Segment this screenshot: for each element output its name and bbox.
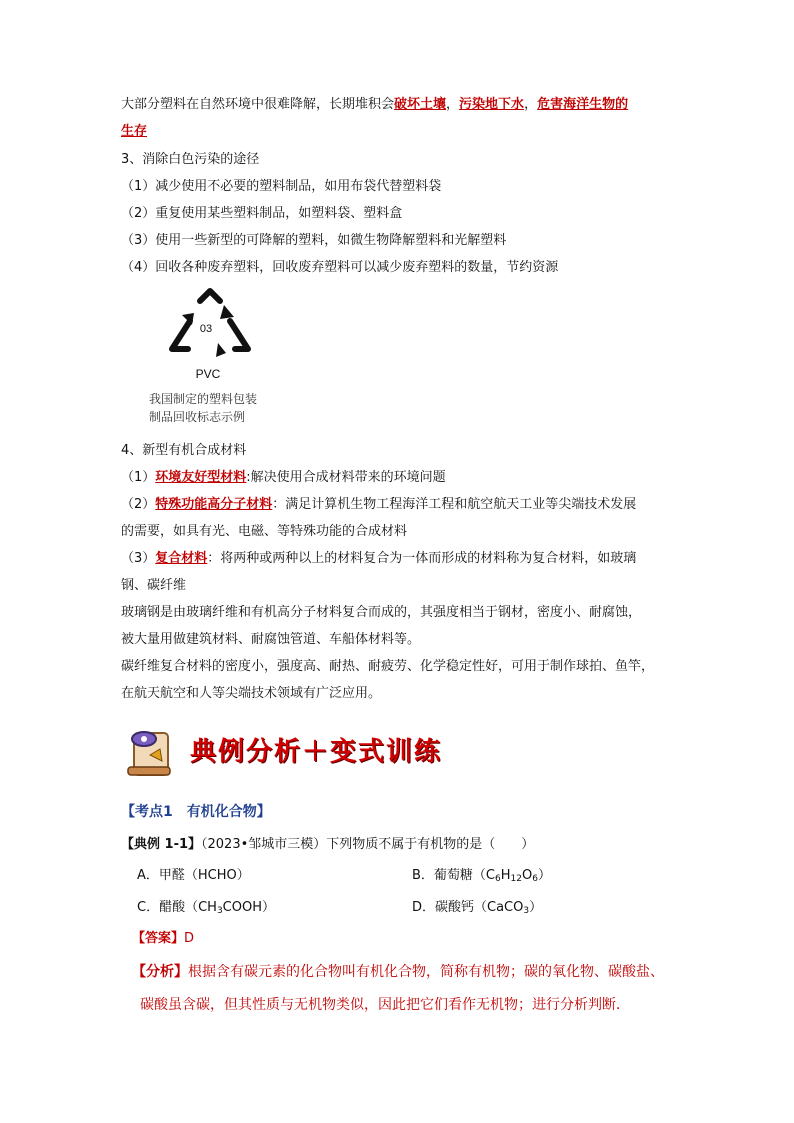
section4-item-3 — [121, 550, 636, 568]
keyword-functional-polymer: 特殊功能高分子材料 — [155, 497, 273, 512]
subscript: 6 — [532, 874, 538, 884]
example-question-text: （2023•邹城市三模）下列物质不属于有机物的是（ ） — [201, 837, 535, 852]
recycle-symbol-icon — [160, 283, 260, 383]
analysis-label: 【分析】 — [132, 964, 188, 980]
subscript: 12 — [510, 874, 522, 884]
example-label: 【典例 1-1】 — [121, 837, 202, 852]
recycle-code: PVC — [195, 367, 221, 381]
subscript: 3 — [523, 906, 530, 916]
logo-caption — [149, 390, 257, 426]
answer-value: D — [184, 931, 195, 946]
logo-caption-line-1: 我国制定的塑料包装 — [149, 392, 258, 406]
section3-item-3: （3）使用一些新型的可降解的塑料，如微生物降解塑料和光解塑料 — [121, 233, 507, 248]
paragraph-carbon-fiber-2: 在航天航空和人等尖端技术领域有广泛应用。 — [121, 686, 382, 701]
answer-line — [132, 930, 194, 948]
section4-title: 4、新型有机合成材料 — [121, 443, 247, 458]
intro-text: 大部分塑料在自然环境中很难降解，长期堆积会 — [121, 97, 395, 112]
paragraph-glass-steel-1: 玻璃钢是由玻璃纤维和有机高分子材料复合而成的，其强度相当于钢材，密度小、耐腐蚀， — [121, 605, 642, 620]
separator: ， — [524, 97, 538, 112]
option-c-text: COOH） — [222, 900, 275, 915]
option-d-text: D．碳酸钙（CaCO — [412, 900, 524, 915]
option-b-text: B．葡萄糖（C — [412, 868, 495, 883]
option-b-text: O — [521, 868, 533, 883]
item-prefix: （1） — [121, 470, 156, 485]
analysis-text-1: 根据含有碳元素的化合物叫有机化合物，简称有机物；碳的氧化物、碳酸盐、 — [188, 964, 664, 980]
analysis-line-2: 碳酸虽含碳，但其性质与无机物类似，因此把它们看作无机物；进行分析判断． — [140, 997, 630, 1013]
answer-label: 【答案】 — [132, 931, 185, 946]
section3-item-4: （4）回收各种废弃塑料，回收废弃塑料可以减少废弃塑料的数量，节约资源 — [121, 260, 559, 275]
item-text: ：满足计算机生物工程海洋工程和航空航天工业等尖端技术发展 — [272, 497, 637, 512]
keyword-eco-material: 环境友好型材料 — [155, 470, 247, 485]
section3-item-1: （1）减少使用不必要的塑料制品，如用布袋代替塑料袋 — [121, 179, 442, 194]
kaodian-heading: 【考点1 有机化合物】 — [121, 804, 271, 820]
item-prefix: （2） — [121, 497, 156, 512]
option-d — [412, 899, 542, 917]
option-b-text: H — [500, 868, 511, 883]
item-text: ：将两种或两种以上的材料复合为一体而形成的材料称为复合材料，如玻璃 — [207, 551, 637, 566]
intro-line-2 — [121, 123, 147, 141]
section4-item-2-cont: 的需要，如具有光、电磁、等特殊功能的合成材料 — [121, 524, 408, 539]
subscript: 6 — [495, 874, 501, 884]
option-c — [137, 899, 275, 917]
option-b-text: ） — [537, 868, 551, 883]
keyword-groundwater: 污染地下水 — [459, 97, 525, 112]
item-text: :解决使用合成材料带来的环境问题 — [246, 470, 446, 485]
banner-title: 典例分析＋变式训练 — [190, 737, 443, 767]
section4-item-3-cont: 钢、碳纤维 — [121, 578, 187, 593]
keyword-marine: 危害海洋生物的 — [537, 97, 629, 112]
separator: ， — [446, 97, 460, 112]
recycle-number: 03 — [199, 323, 213, 335]
option-b — [412, 867, 551, 885]
keyword-marine-cont: 生存 — [121, 124, 148, 139]
paragraph-glass-steel-2: 被大量用做建筑材料、耐腐蚀管道、车船体材料等。 — [121, 632, 421, 647]
section3-title: 3、消除白色污染的途径 — [121, 152, 260, 167]
item-prefix: （3） — [121, 551, 156, 566]
intro-line — [121, 96, 628, 114]
keyword-soil: 破坏土壤 — [394, 97, 447, 112]
section3-item-2: （2）重复使用某些塑料制品，如塑料袋、塑料盒 — [121, 206, 403, 221]
subscript: 3 — [216, 906, 223, 916]
section4-item-1 — [121, 469, 446, 487]
analysis-line-1 — [132, 963, 664, 981]
example-question — [121, 836, 534, 854]
section4-item-2 — [121, 496, 636, 514]
paragraph-carbon-fiber-1: 碳纤维复合材料的密度小，强度高、耐热、耐疲劳、化学稳定性好，可用于制作球拍、鱼竿， — [121, 659, 655, 674]
option-a: A．甲醛（HCHO） — [137, 868, 250, 883]
option-c-text: C．醋酸（CH — [137, 900, 217, 915]
option-d-text: ） — [529, 900, 543, 915]
logo-caption-line-2: 制品回收标志示例 — [149, 410, 246, 424]
keyword-composite: 复合材料 — [155, 551, 208, 566]
